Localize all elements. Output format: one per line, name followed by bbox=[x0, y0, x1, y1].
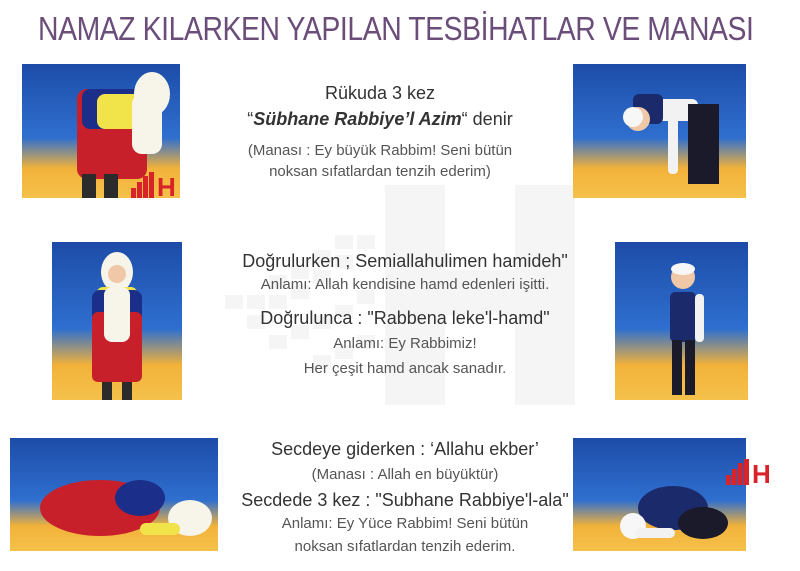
ruku-count-line: Rükuda 3 kez bbox=[324, 83, 436, 103]
ruku-meaning-2: noksan sıfatlardan tenzih ederim) bbox=[269, 163, 491, 180]
page-title: NAMAZ KILARKEN YAPILAN TESBİHATLAR VE MANASI bbox=[38, 10, 754, 47]
logo-letter-2: H bbox=[752, 459, 771, 487]
logo-letter: H bbox=[157, 172, 176, 200]
risen-meaning-1: Anlamı: Ey Rabbimiz! bbox=[333, 335, 477, 352]
ruku-tesbih: Sübhane Rabbiye’l Azim bbox=[253, 109, 462, 129]
standing-text bbox=[215, 248, 595, 379]
sajda-girl-photo bbox=[10, 438, 218, 551]
brand-logo bbox=[131, 168, 181, 200]
sajda-go-line: Secdeye giderken : ‘Allahu ekber’ bbox=[271, 439, 539, 459]
standing-girl-photo bbox=[52, 242, 182, 400]
sajda-meaning-2: noksan sıfatlardan tenzih ederim. bbox=[294, 538, 516, 555]
sajda-go-meaning: (Manası : Allah en büyüktür) bbox=[311, 466, 499, 483]
rise-meaning: Anlamı: Allah kendisine hamd edenleri işitti. bbox=[260, 276, 550, 293]
rise-line: Doğrulurken ; Semiallahulimen hamideh" bbox=[242, 251, 568, 271]
ruku-tesbih-line bbox=[200, 106, 560, 132]
sajda-meaning-1: Anlamı: Ey Yüce Rabbim! Seni bütün bbox=[281, 515, 529, 532]
risen-meaning-2: Her çeşit hamd ancak sanadır. bbox=[303, 360, 507, 377]
sajda-boy-photo bbox=[573, 438, 746, 551]
close-quote: “ denir bbox=[461, 109, 513, 129]
standing-boy-photo bbox=[615, 242, 748, 400]
open-quote: “ bbox=[247, 109, 254, 129]
ruku-text bbox=[200, 80, 560, 182]
ruku-meaning-1: (Manası : Ey büyük Rabbim! Seni bütün bbox=[247, 142, 513, 159]
sajda-tesbih-line: Secdede 3 kez : "Subhane Rabbiye'l-ala" bbox=[241, 490, 569, 510]
sajda-text bbox=[215, 436, 595, 557]
risen-line: Doğrulunca : "Rabbena leke'l-hamd" bbox=[260, 308, 550, 328]
ruku-boy-photo bbox=[573, 64, 746, 198]
brand-logo-2 bbox=[726, 455, 776, 487]
